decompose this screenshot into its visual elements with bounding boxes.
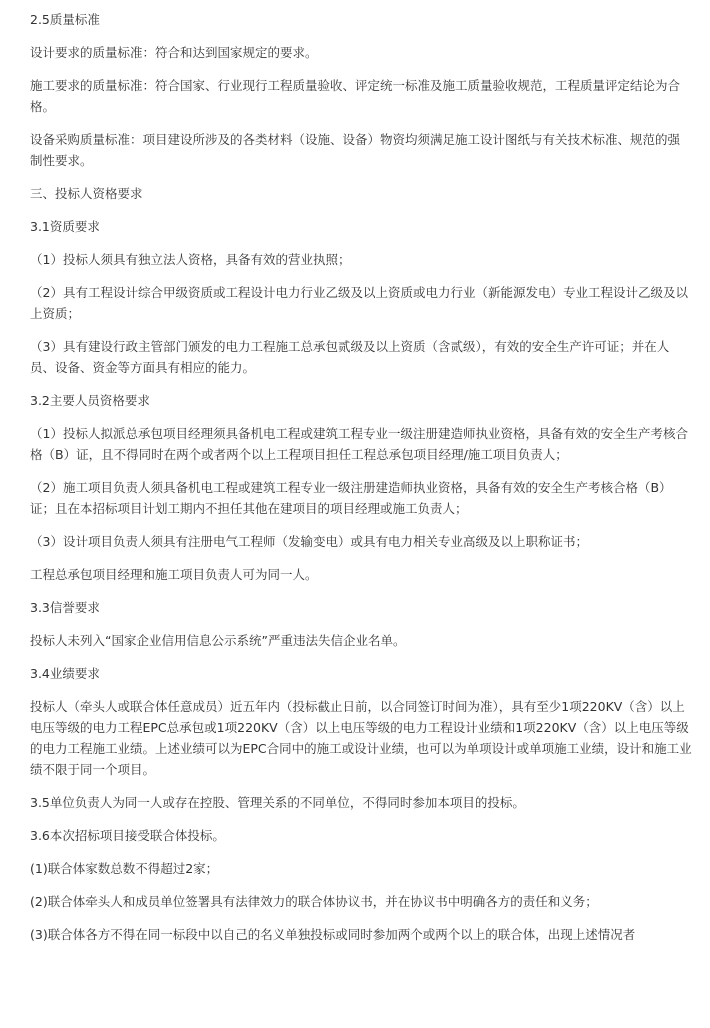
paragraph: （1）投标人须具有独立法人资格，具备有效的营业执照； <box>30 252 351 267</box>
section-heading: 3.1资质要求 <box>30 219 100 234</box>
paragraph: （3）设计项目负责人须具有注册电气工程师（发输变电）或具有电力相关专业高级及以上职称证书； <box>30 534 588 549</box>
paragraph: 3.5单位负责人为同一人或存在控股、管理关系的不同单位，不得同时参加本项目的投标。 <box>30 795 525 810</box>
paragraph: （2）施工项目负责人须具备机电工程或建筑工程专业一级注册建造师执业资格，具备有效的安全生产考核合格（B）证；且在本招标项目计划工期内不担任其他在建项目的项目经理或施工负责人； <box>30 480 672 516</box>
paragraph: 设计要求的质量标准：符合和达到国家规定的要求。 <box>30 45 318 60</box>
paragraph: 投标人（牵头人或联合体任意成员）近五年内（投标截止日前，以合同签订时间为准），具有至少1项220KV（含）以上电压等级的电力工程EPC总承包或1项220KV（含）以上电压等级的电力工程设计业绩和1项220KV（含）以上电压等级的电力工程施工业绩。上述业绩可以为EPC合同中的施工或设计业绩，也可以为单项设计或单项施工业绩，设计和施工业绩不限于同一个项目。 <box>30 699 692 777</box>
paragraph: 工程总承包项目经理和施工项目负责人可为同一人。 <box>30 567 318 582</box>
paragraph: 设备采购质量标准：项目建设所涉及的各类材料（设施、设备）物资均须满足施工设计图纸与有关技术标准、规范的强制性要求。 <box>30 132 681 168</box>
paragraph: (2)联合体牵头人和成员单位签署具有法律效力的联合体协议书，并在协议书中明确各方的责任和义务； <box>30 894 598 909</box>
paragraph: 施工要求的质量标准：符合国家、行业现行工程质量验收、评定统一标准及施工质量验收规范，工程质量评定结论为合格。 <box>30 78 681 114</box>
section-heading: 3.3信誉要求 <box>30 600 100 615</box>
paragraph: 3.6本次招标项目接受联合体投标。 <box>30 828 225 843</box>
section-heading: 2.5质量标准 <box>30 12 100 27</box>
paragraph: （3）具有建设行政主管部门颁发的电力工程施工总承包贰级及以上资质（含贰级），有效的安全生产许可证；并在人员、设备、资金等方面具有相应的能力。 <box>30 339 670 375</box>
paragraph: (3)联合体各方不得在同一标段中以自己的名义单独投标或同时参加两个或两个以上的联合体，出现上述情况者 <box>30 927 636 942</box>
section-heading: 3.4业绩要求 <box>30 666 100 681</box>
paragraph: 投标人未列入“国家企业信用信息公示系统”严重违法失信企业名单。 <box>30 633 406 648</box>
section-heading: 3.2主要人员资格要求 <box>30 393 150 408</box>
paragraph: （1）投标人拟派总承包项目经理须具备机电工程或建筑工程专业一级注册建造师执业资格，具备有效的安全生产考核合格（B）证，且不得同时在两个或者两个以上工程项目担任工程总承包项目经理/施工项目负责人； <box>30 426 688 462</box>
paragraph: (1)联合体家数总数不得超过2家； <box>30 861 219 876</box>
section-heading: 三、投标人资格要求 <box>30 186 143 201</box>
paragraph: （2）具有工程设计综合甲级资质或工程设计电力行业乙级及以上资质或电力行业（新能源发电）专业工程设计乙级及以上资质； <box>30 285 688 321</box>
